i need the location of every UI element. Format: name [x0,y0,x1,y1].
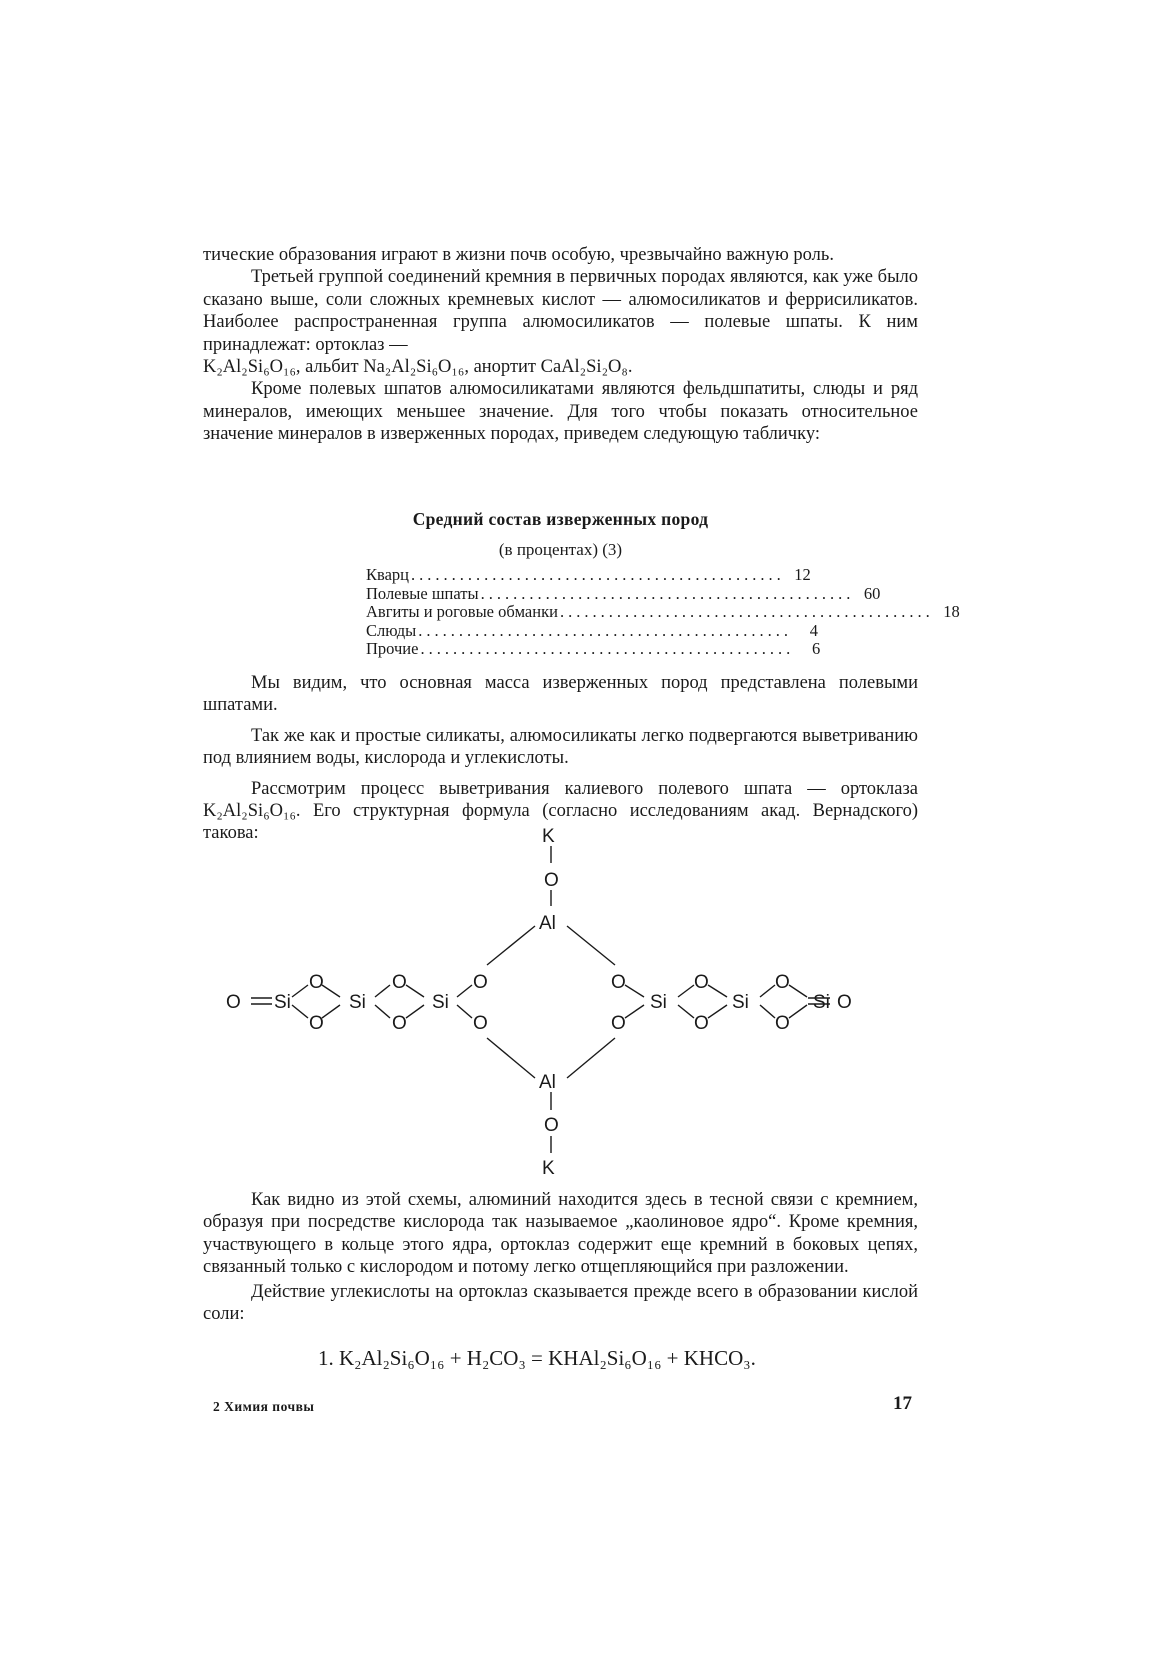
table-row [366,639,821,659]
leader-dots: .............................................. [418,620,792,640]
text-block-bottom [203,1189,918,1325]
atom-o: O [392,972,407,993]
row-value: 6 [811,639,821,659]
paragraph: Третьей группой соединений кремния в первичных породах являются, как уже было сказано выше, соли сложных кремневых кислот — алюмосиликатов и феррисиликатов. Наиболее распространенная группа алюмосиликатов — полевые шпаты. К ним принадлежат: ортоклаз — [203,267,918,355]
paragraph: Кроме полевых шпатов алюмосиликатами являются фельдшпатиты, слюды и ряд минералов, имеющих меньшее значение. Для того чтобы показать относительное значение минералов в изверженных породах, приведем следующую табличку: [203,379,918,445]
atom-o: O [309,1013,324,1034]
table-row [366,583,881,604]
paragraph: тические образования играют в жизни почв особую, чрезвычайно важную роль. [203,245,834,265]
row-label: Прочие [366,639,419,659]
leader-dots: .............................................. [559,602,934,622]
atom-o: O [837,992,852,1013]
atom-o: O [544,1115,559,1136]
atom-o: O [309,972,324,993]
atom-o: O [226,992,241,1013]
page-number: 17 [893,1393,912,1414]
atom-si: Si [650,992,667,1013]
leader-dots: .............................................. [410,565,785,584]
table-row [366,565,811,585]
atom-o: O [611,972,626,993]
atom-o: O [611,1013,626,1034]
atom-o: O [392,1013,407,1034]
row-value: 60 [863,583,881,603]
atom-si: Si [349,992,366,1013]
atom-o: O [775,972,790,993]
row-label: Слюды [366,620,417,640]
row-label: Кварц [366,565,409,584]
row-value: 4 [809,620,818,640]
reaction-equation: 1. K₂Al₂Si₆O₁₆ + H₂CO₃ = KHAl₂Si₆O₁₆ + KHCO₃. [318,1346,756,1370]
atom-o: O [544,870,559,891]
atom-o: O [473,972,488,993]
atom-si: Si [732,992,749,1013]
atom-al: Al [539,913,556,934]
structural-formula [220,820,910,1180]
atom-o: O [775,1013,790,1034]
leader-dots: .............................................. [480,583,855,603]
atom-o: O [473,1013,488,1034]
composition-table [366,565,960,659]
atom-o: O [694,1013,709,1034]
atom-si: Si [432,992,449,1013]
formula-line: K₂Al₂Si₆O₁₆, альбит Na₂Al₂Si₆O₁₆, анортит CaAl₂Si₂O₈. [203,357,633,378]
table-subtitle: (в процентах) (3) [498,540,623,559]
row-label: Полевые шпаты [366,583,479,603]
paragraph: Так же как и простые силикаты, алюмосиликаты легко подвергаются выветриванию под влиянием воды, кислорода и углекислоты. [203,725,918,769]
paragraph: Действие углекислоты на ортоклаз сказывается прежде всего в образовании кислой соли: [203,1281,918,1325]
paragraph: Мы видим, что основная масса изверженных пород представлена полевыми шпатами. [203,673,918,716]
atom-o: O [694,972,709,993]
footer-signature: 2 Химия почвы [213,1399,315,1414]
atom-si: Si [274,992,291,1013]
table-row [366,602,960,622]
table-row [366,620,818,641]
atom-k: K [542,826,555,847]
orthoclase-structure-diagram [220,820,910,1180]
text-block-mid [203,672,918,845]
row-value: 12 [794,565,811,584]
leader-dots: .............................................. [420,639,795,659]
atom-si: Si [813,992,830,1013]
row-value: 18 [943,602,960,622]
table-title: Средний состав изверженных пород [412,509,709,529]
atom-al: Al [539,1072,556,1093]
paragraph: Как видно из этой схемы, алюминий находится здесь в тесной связи с кремнием, образуя при посредстве кислорода так называемое „каолиновое ядро“. Кроме кремния, участвующего в кольце этого ядра, ортоклаз содержит еще кремний в боковых цепях, связанный только с кислородом и потому легко отщепляющийся при разложении. [203,1190,918,1278]
paragraph: Рассмотрим процесс выветривания калиевого полевого шпата — ортоклаза K₂Al₂Si₆O₁₆. Его структурная формула (согласно исследованиям акад. Вернадского) такова: [203,778,918,844]
row-label: Авгиты и роговые обманки [366,602,558,622]
atom-k: K [542,1158,555,1179]
text-block-top [203,244,918,446]
